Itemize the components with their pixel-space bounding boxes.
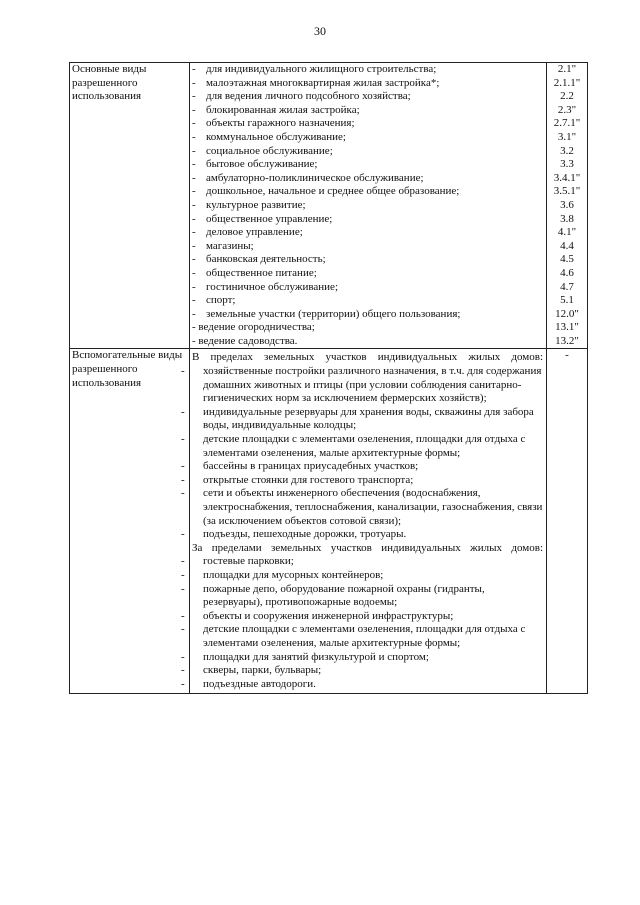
main-use-code: 4.7 [560,280,574,293]
aux-use-item [181,664,543,678]
main-use-text: магазины; [206,239,254,252]
main-use-text: деловое управление; [206,226,303,239]
main-use-item [192,321,544,335]
list-dash: - [192,198,196,211]
aux-uses-list [181,349,547,694]
within-list [181,365,543,542]
main-use-code: 3.2 [560,144,574,157]
list-dash: - [181,405,185,418]
aux-use-text: пожарные депо, оборудование пожарной охраны (гидранты, резервуары), противопожарные водоемы; [203,582,485,609]
aux-use-item [181,433,543,460]
aux-use-text: площадки для мусорных контейнеров; [203,568,384,581]
list-dash: - [181,460,185,473]
main-uses-label: Основные виды разрешенного использования [70,63,190,349]
aux-use-item [181,473,543,488]
aux-use-item [181,555,543,569]
main-use-item [192,63,544,77]
main-use-item [192,267,544,281]
main-use-item [192,117,544,131]
main-use-code: 4.5 [560,253,574,266]
aux-use-text: подъезды, пешеходные дорожки, тротуары. [203,528,407,541]
main-use-item [192,145,544,159]
main-use-text: для индивидуального жилищного строительства; [206,63,437,75]
list-dash: - [181,677,185,690]
list-dash: - [192,90,196,103]
aux-use-item [181,487,543,528]
page-number: 30 [314,24,326,38]
aux-use-text: сети и объекты инженерного обеспечения (водоснабжения, электроснабжения, теплоснабжения, канализации, газоснабжения, связи (за исключением объектов сотовой связи); [203,487,543,527]
aux-use-item [181,568,543,583]
main-use-code: 13.2" [555,334,579,347]
main-use-text: объекты гаражного назначения; [206,117,355,130]
main-use-text: амбулаторно-поликлиническое обслуживание; [206,171,424,184]
aux-use-text: гостевые парковки; [203,555,294,568]
main-use-item [192,281,544,295]
list-dash: - [192,144,196,157]
main-use-code: 4.4 [560,239,574,252]
list-dash: - [192,117,196,130]
main-use-item [192,185,544,199]
list-dash: - [181,582,185,595]
main-use-item [192,294,544,308]
aux-use-item [181,405,543,433]
main-use-text: блокированная жилая застройка; [206,103,360,116]
aux-uses-label: Вспомогательные виды разрешенного использования [70,349,190,694]
main-use-text: малоэтажная многоквартирная жилая застройка*; [206,76,440,89]
main-use-item [192,226,544,240]
aux-use-item [181,528,543,542]
list-dash: - [192,226,196,239]
main-use-item [192,90,544,104]
list-dash: - [181,664,185,677]
aux-use-item [181,650,543,665]
main-use-text: спорт; [206,294,236,307]
main-use-item [192,158,544,172]
main-use-text: дошкольное, начальное и среднее общее образование; [206,185,460,198]
aux-use-item [181,609,543,624]
main-use-code: 2.2 [560,90,574,103]
list-dash: - [192,280,196,293]
main-use-text: бытовое обслуживание; [206,158,318,171]
main-use-code: 2.1.1" [553,76,581,89]
aux-uses-row [70,349,588,694]
list-dash: - [192,253,196,266]
main-use-code: 4.1" [557,226,577,239]
list-dash: - [181,568,185,581]
list-dash: - [192,239,196,252]
list-dash: - [181,609,185,622]
list-dash: - [181,473,185,486]
main-use-code: 5.1 [560,294,574,307]
list-dash: - [192,158,196,171]
main-use-text: социальное обслуживание; [206,144,333,157]
list-dash: - [192,185,196,198]
main-use-code: 12.0" [555,307,579,320]
main-use-item [192,335,544,349]
list-dash: - [192,171,196,184]
list-dash: - [181,650,185,663]
aux-use-item [181,582,543,610]
aux-uses-code: - [547,349,588,694]
aux-use-text: детские площадки с элементами озеленения, площадки для отдыха с элементами озеленения, малые архитектурные формы; [203,623,526,649]
main-use-text: гостиничное обслуживание; [206,280,338,293]
main-use-item [192,131,544,145]
main-use-code: 3.6 [560,198,574,211]
zoning-table [69,62,588,694]
list-dash: - [192,63,196,75]
list-dash: - [192,294,196,307]
list-dash: - [192,307,196,320]
main-use-item [192,172,544,186]
list-dash: - [181,365,185,378]
aux-use-text: индивидуальные резервуары для хранения воды, скважины для забора воды, индивидуальные колодцы; [203,405,534,432]
aux-use-text: объекты и сооружения инженерной инфраструктуры; [203,609,454,622]
main-use-text: - ведение огородничества; [192,321,315,334]
list-dash: - [181,528,185,541]
main-use-text: культурное развитие; [206,198,306,211]
main-use-item [192,213,544,227]
main-use-code: 4.6 [560,266,574,279]
main-use-code: 3.5.1" [553,185,581,198]
main-use-text: коммунальное обслуживание; [206,130,346,143]
list-dash: - [192,130,196,143]
main-use-code: 13.1" [555,321,579,334]
outside-heading: За пределами земельных участков индивидуальных жилых домов: [192,541,543,554]
aux-use-text: площадки для занятий физкультурой и спортом; [203,650,429,663]
main-uses-list [190,63,547,349]
main-use-text: для ведения личного подсобного хозяйства; [206,90,411,103]
main-uses-row [70,63,588,349]
main-use-item [192,199,544,213]
list-dash: - [192,103,196,116]
aux-use-item [181,365,543,406]
main-use-code: 2.3" [557,103,577,116]
main-use-text: - ведение садоводства. [192,334,298,347]
main-use-item [192,308,544,322]
main-use-code: 3.8 [560,212,574,225]
main-use-item [192,240,544,254]
main-use-item [192,253,544,267]
aux-use-text: бассейны в границах приусадебных участков; [203,460,419,473]
aux-use-text: хозяйственные постройки различного назначения, в т.ч. для содержания домашних животных и птицы (при условии соблюдения санитарно-гигиенических норм за исключением фермерских хозяйств); [203,365,542,405]
list-dash: - [181,433,185,446]
main-use-text: земельные участки (территории) общего пользования; [206,307,461,320]
main-use-text: общественное питание; [206,266,317,279]
aux-use-item [181,460,543,474]
main-use-item [192,77,544,91]
main-use-code: 3.1" [557,130,577,143]
aux-use-item [181,623,543,650]
list-dash: - [192,266,196,279]
main-use-code: 2.7.1" [553,117,581,130]
outside-list [181,555,543,691]
aux-use-text: подъездные автодороги. [203,677,316,690]
aux-use-text: скверы, парки, бульвары; [203,664,322,677]
list-dash: - [181,623,185,636]
main-use-code: 3.3 [560,158,574,171]
main-uses-codes [547,63,588,349]
aux-use-item [181,677,543,692]
list-dash: - [181,555,185,568]
aux-use-text: открытые стоянки для гостевого транспорта; [203,473,414,486]
list-dash: - [192,76,196,89]
list-dash: - [192,212,196,225]
main-use-code: 3.4.1" [553,171,581,184]
aux-use-text: детские площадки с элементами озеленения, площадки для отдыха с элементами озеленения, малые архитектурные формы; [203,433,526,459]
main-use-item [192,104,544,118]
main-use-text: банковская деятельность; [206,253,326,266]
main-use-text: общественное управление; [206,212,333,225]
list-dash: - [181,487,185,500]
main-use-code: 2.1" [557,63,577,75]
within-heading: В пределах земельных участков индивидуальных жилых домов: [192,351,543,364]
